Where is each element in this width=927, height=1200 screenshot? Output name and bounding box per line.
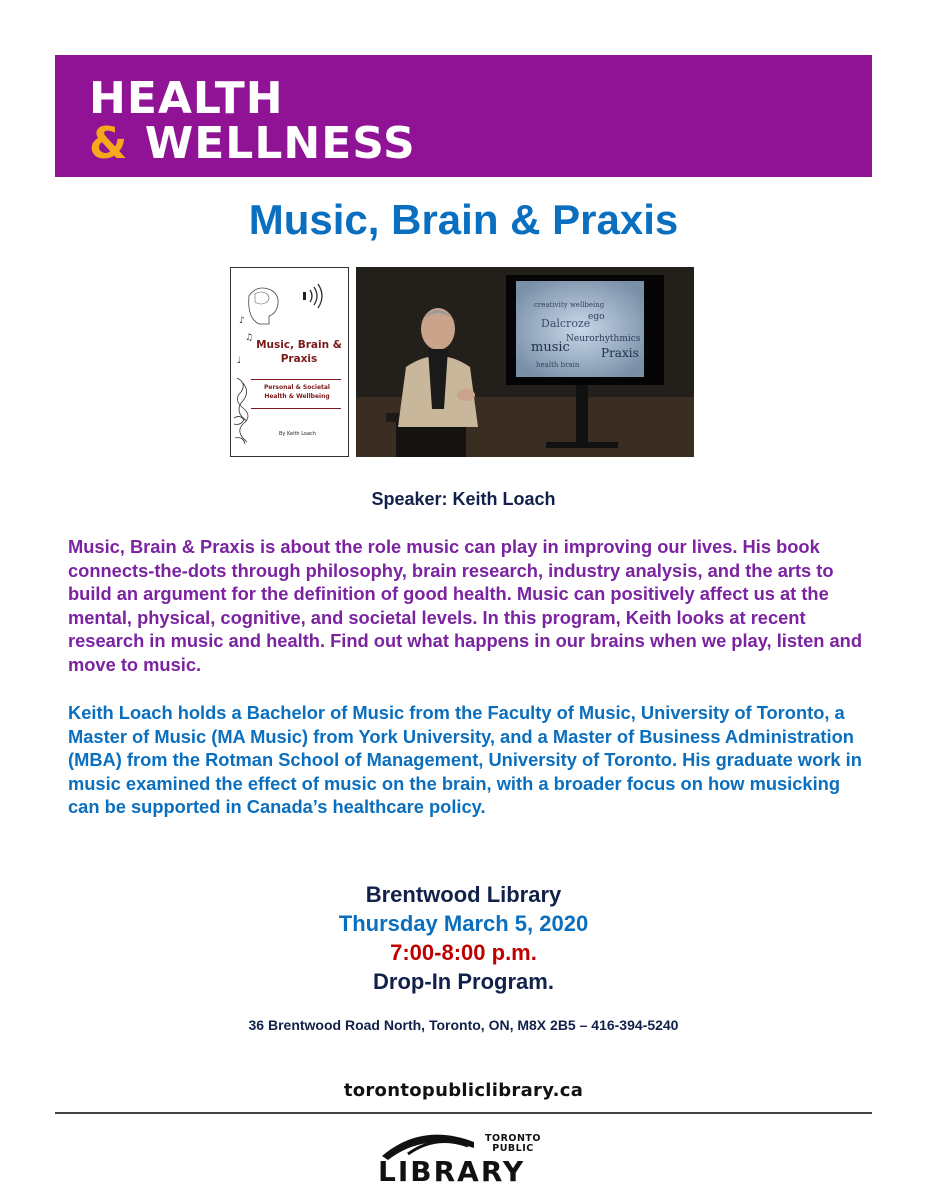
book-cover-subtitle — [249, 383, 345, 401]
svg-text:creativity wellbeing: creativity wellbeing — [534, 301, 605, 309]
banner-wellness-word: WELLNESS — [144, 118, 416, 169]
page-title: Music, Brain & Praxis — [248, 196, 679, 243]
event-location: Brentwood Library — [365, 882, 562, 907]
book-cover-subtitle-line1: Personal & Societal — [263, 384, 330, 391]
health-wellness-banner — [55, 55, 872, 177]
svg-text:♫: ♫ — [245, 333, 254, 343]
program-description: Music, Brain & Praxis is about the role music can play in improving our lives. His book connects-the-dots through philosophy, brain research, industry analysis, and the arts to build an argument for the definition of good health. Music can positively affect us at the mental, physical, cognitive, and societal levels. In this program, Keith looks at recent research in music and health. Find out what happens in our brains when we play, listen and move to music. — [68, 536, 863, 675]
speaker-bio: Keith Loach holds a Bachelor of Music from the Faculty of Music, University of Toronto, a Master of Music (MA Music) from York University, and a Master of Business Administration (MBA) from the Rotman School of Management, University of Toronto. His graduate work in music examined the effect of music on the brain, with a broader focus on how musicking can be supported in Canada’s healthcare policy. — [68, 702, 862, 817]
event-type: Drop-In Program. — [373, 969, 554, 994]
footer-divider — [55, 1112, 872, 1114]
logo-library-wordmark: LIBRARY — [378, 1155, 526, 1188]
book-cover-image — [230, 267, 349, 457]
svg-text:music: music — [531, 340, 570, 355]
website-link[interactable]: torontopubliclibrary.ca — [343, 1080, 584, 1101]
logo-toronto: TORONTO — [485, 1133, 541, 1144]
book-cover-subtitle-line2: Health & Wellbeing — [264, 393, 330, 400]
speaker-line: Speaker: Keith Loach — [371, 489, 556, 509]
svg-text:ego: ego — [588, 312, 605, 322]
logo-city-text — [473, 1134, 553, 1154]
svg-text:♪: ♪ — [239, 316, 245, 326]
svg-text:Dalcroze: Dalcroze — [541, 317, 591, 330]
speaker-photo-scene — [356, 267, 694, 457]
svg-text:health brain: health brain — [536, 361, 580, 369]
banner-ampersand: & — [89, 118, 129, 169]
book-cover-rule-top — [251, 379, 341, 380]
library-address: 36 Brentwood Road North, Toronto, ON, M8X 2B5 – 416-394-5240 — [248, 1017, 679, 1033]
speaker-photo — [356, 267, 694, 457]
event-time: 7:00-8:00 p.m. — [390, 940, 537, 965]
logo-public: PUBLIC — [492, 1143, 534, 1154]
book-cover-title: Music, Brain & Praxis — [256, 339, 342, 365]
toronto-public-library-logo — [378, 1130, 553, 1186]
book-cover-author: By Keith Loach — [279, 431, 316, 437]
banner-line-wellness — [89, 118, 416, 169]
svg-text:Neurorhythmics: Neurorhythmics — [566, 334, 641, 344]
book-cover-rule-bottom — [251, 408, 341, 409]
banner-line-health: HEALTH — [89, 73, 284, 124]
event-date: Thursday March 5, 2020 — [338, 911, 589, 936]
svg-text:♩: ♩ — [237, 356, 242, 366]
svg-text:Praxis: Praxis — [601, 346, 639, 360]
